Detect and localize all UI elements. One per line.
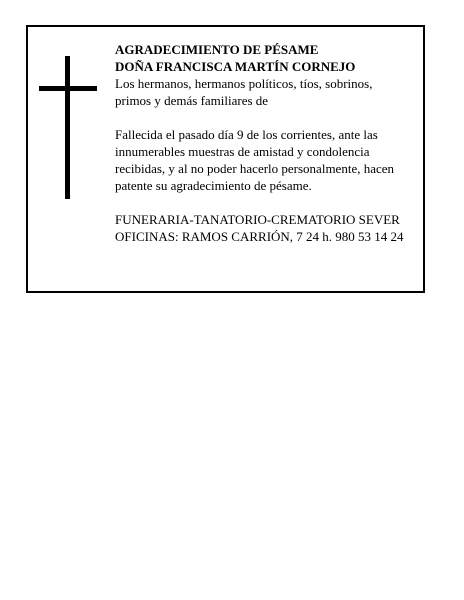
notice-text — [115, 41, 420, 245]
cross-icon — [39, 56, 97, 199]
family-line-1: Los hermanos, hermanos políticos, tíos, sobrinos, — [115, 76, 373, 91]
notice-heading: AGRADECIMIENTO DE PÉSAME — [115, 42, 319, 57]
paragraph-gap — [115, 109, 420, 126]
deceased-name: DOÑA FRANCISCA MARTÍN CORNEJO — [115, 59, 356, 74]
paragraph-gap — [115, 194, 420, 211]
message-line-2: innumerables muestras de amistad y condolencia — [115, 144, 370, 159]
family-line-2: primos y demás familiares de — [115, 93, 269, 108]
cross-vertical-bar — [65, 56, 70, 199]
offices-contact: OFICINAS: RAMOS CARRIÓN, 7 24 h. 980 53 14 24 — [115, 229, 404, 244]
message-line-1: Fallecida el pasado día 9 de los corrientes, ante las — [115, 127, 378, 142]
message-line-4: patente su agradecimiento de pésame. — [115, 178, 312, 193]
funeral-home-name: FUNERARIA-TANATORIO-CREMATORIO SEVER — [115, 212, 400, 227]
cross-horizontal-bar — [39, 86, 97, 91]
message-line-3: recibidas, y al no poder hacerlo personalmente, hacen — [115, 161, 395, 176]
obituary-notice — [26, 25, 425, 293]
